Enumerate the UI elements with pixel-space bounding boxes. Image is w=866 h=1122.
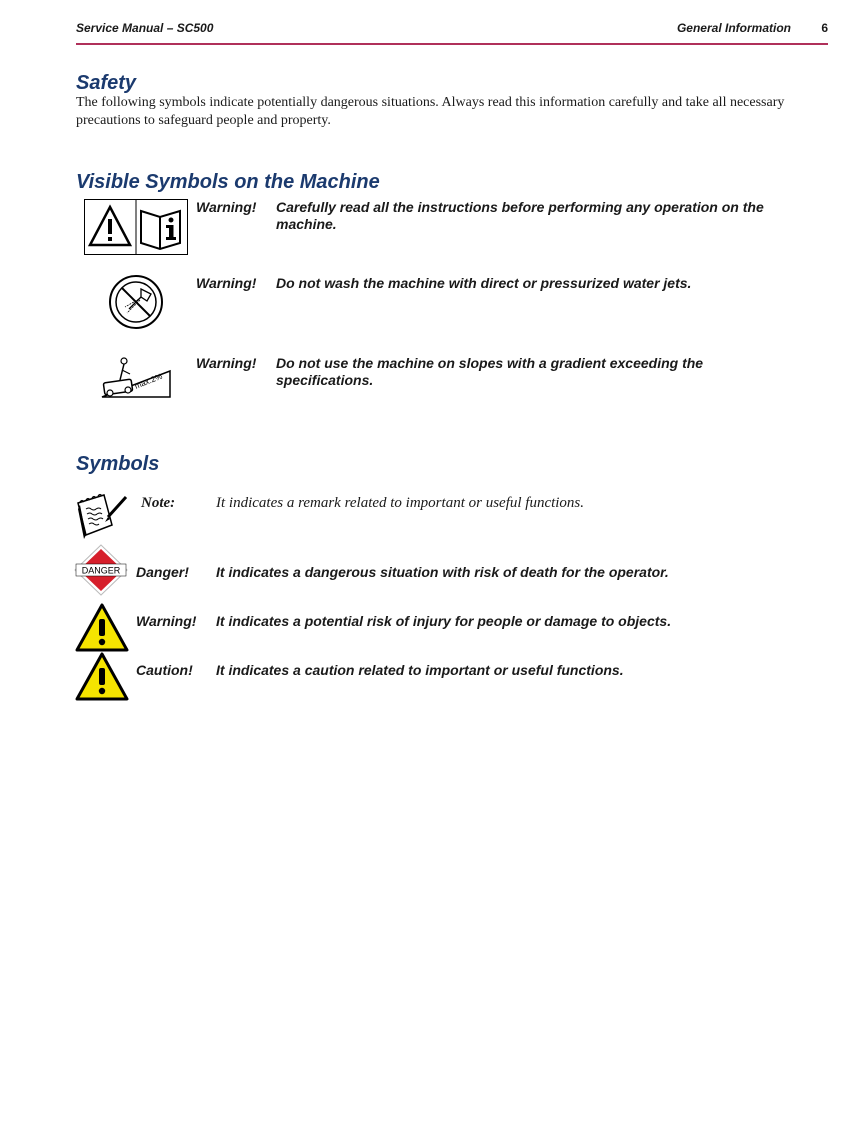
visible-warning-1-text: Carefully read all the instructions before performing any operation on the machine. bbox=[276, 199, 764, 232]
visible-warning-2-text: Do not wash the machine with direct or pressurized water jets. bbox=[276, 275, 692, 291]
note-text: It indicates a remark related to important or useful functions. bbox=[216, 495, 585, 511]
visible-warning-2-label: Warning! bbox=[196, 275, 257, 291]
warning-text: It indicates a potential risk of injury for people or damage to objects. bbox=[216, 613, 672, 629]
caution-triangle-icon bbox=[75, 652, 129, 701]
visible-warning-3-label: Warning! bbox=[196, 355, 257, 371]
read-manual-icon bbox=[84, 199, 188, 255]
danger-icon-text: DANGER bbox=[81, 565, 121, 576]
section-title: General Information bbox=[676, 21, 791, 35]
danger-icon bbox=[74, 544, 128, 596]
safety-heading: Safety bbox=[76, 72, 137, 94]
safety-intro: The following symbols indicate potentially dangerous situations. Always read this information carefully and take all necessary precautions to safeguard people and property. bbox=[76, 95, 785, 128]
symbols-heading: Symbols bbox=[76, 453, 160, 475]
visible-warning-1-label: Warning! bbox=[196, 199, 257, 215]
manual-title: Service Manual – SC500 bbox=[76, 21, 214, 35]
danger-label: Danger! bbox=[136, 564, 189, 580]
slope-icon bbox=[100, 353, 172, 399]
note-pad-icon bbox=[74, 493, 130, 543]
caution-text: It indicates a caution related to important or useful functions. bbox=[216, 662, 624, 678]
visible-symbols-heading: Visible Symbols on the Machine bbox=[76, 171, 380, 193]
note-label: Note: bbox=[141, 495, 176, 511]
warning-label: Warning! bbox=[136, 613, 197, 629]
page-number: 6 bbox=[821, 21, 828, 35]
visible-warning-3-text: Do not use the machine on slopes with a gradient exceeding the specifications. bbox=[276, 355, 704, 388]
slope-label: max.2% bbox=[133, 371, 164, 391]
warning-triangle-icon bbox=[75, 603, 129, 652]
caution-label: Caution! bbox=[136, 662, 193, 678]
danger-text: It indicates a dangerous situation with risk of death for the operator. bbox=[216, 564, 669, 580]
page-header bbox=[76, 21, 828, 45]
no-water-jet-icon bbox=[107, 273, 165, 331]
